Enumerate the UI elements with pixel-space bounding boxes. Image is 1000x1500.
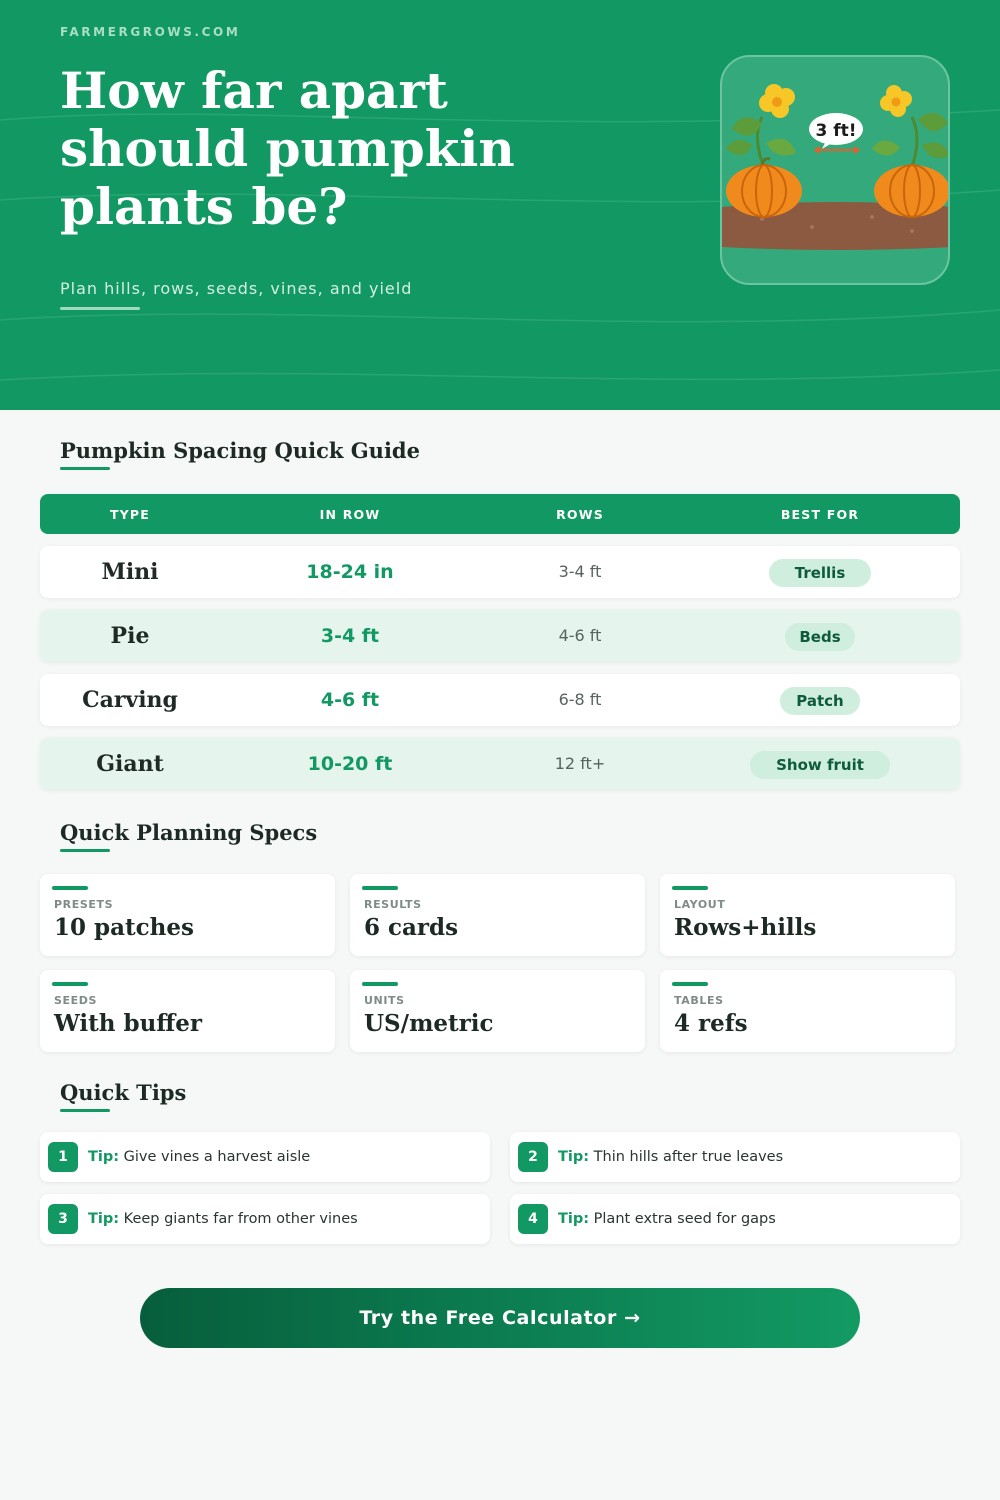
spec-accent-bar [52,982,88,986]
tip-body: Thin hills after true leaves [593,1149,784,1165]
spec-card [350,970,645,1052]
tip-card [510,1194,960,1244]
pumpkin-spacing-icon [720,55,950,285]
tip-card [510,1132,960,1182]
cell-rows: 3-4 ft [558,562,602,581]
spec-label: SEEDS [54,994,98,1007]
cell-rows: 4-6 ft [558,626,602,645]
specs-title: Quick Planning Specs [60,820,318,845]
tip-prefix: Tip: [558,1211,590,1227]
spec-accent-bar [362,886,398,890]
spec-card [660,874,955,956]
try-calculator-button[interactable]: Try the Free Calculator → [140,1288,860,1348]
spec-label: RESULTS [364,898,422,911]
spec-label: PRESETS [54,898,114,911]
table-row [40,674,960,726]
tip-number-badge: 4 [518,1204,548,1234]
table-row [40,546,960,598]
spec-accent-bar [362,982,398,986]
page-title: How far apart should pumpkin plants be? [60,61,515,236]
specs-title-underline [60,849,110,852]
spec-accent-bar [672,886,708,890]
tip-text [88,1194,358,1244]
table-row [40,738,960,790]
tip-prefix: Tip: [88,1211,120,1227]
spec-value: US/metric [364,1010,494,1037]
tip-prefix: Tip: [88,1149,120,1165]
page-subtitle: Plan hills, rows, seeds, vines, and yield [60,279,413,298]
best-for-badge: Show fruit [750,751,890,779]
spec-label: UNITS [364,994,405,1007]
spec-value: 4 refs [674,1010,748,1037]
spec-card [350,874,645,956]
cell-in-row: 4-6 ft [320,689,380,711]
tip-body: Keep giants far from other vines [123,1211,358,1227]
cell-rows: 12 ft+ [554,754,606,773]
best-for-badge: Patch [780,687,859,715]
guide-title-underline [60,467,110,470]
cell-in-row: 10-20 ft [307,753,393,775]
speech-bubble-icon [809,113,863,149]
tip-card [40,1132,490,1182]
right-pumpkin-plant-icon [872,85,950,217]
cell-type: Mini [101,559,159,585]
spec-label: LAYOUT [674,898,726,911]
cell-type: Carving [82,687,178,713]
tip-number-badge: 1 [48,1142,78,1172]
spec-accent-bar [52,886,88,890]
hero-banner [0,0,1000,410]
tip-card [40,1194,490,1244]
tip-prefix: Tip: [558,1149,590,1165]
tip-text [558,1132,783,1182]
tips-title-underline [60,1109,110,1112]
spec-accent-bar [672,982,708,986]
tips-title: Quick Tips [60,1080,187,1105]
column-header-in-row: IN ROW [319,507,381,522]
best-for-badge: Trellis [769,559,872,587]
cell-rows: 6-8 ft [558,690,602,709]
tip-number-badge: 2 [518,1142,548,1172]
spec-label: TABLES [674,994,724,1007]
column-header-type: TYPE [109,507,151,522]
guide-title: Pumpkin Spacing Quick Guide [60,438,420,463]
cell-in-row: 3-4 ft [320,625,380,647]
cell-type: Giant [96,751,164,777]
column-header-best-for: BEST FOR [780,507,860,522]
svg-text:3 ft!: 3 ft! [815,121,857,141]
tip-text [558,1194,776,1244]
column-header-rows: ROWS [556,507,604,522]
cell-in-row: 18-24 in [306,561,394,583]
tip-body: Give vines a harvest aisle [123,1149,311,1165]
best-for-badge: Beds [785,623,854,651]
spec-card [40,970,335,1052]
cell-type: Pie [110,623,150,649]
spec-value: 10 patches [54,914,194,941]
left-pumpkin-plant-icon [726,84,802,217]
table-header [40,494,960,534]
tip-number-badge: 3 [48,1204,78,1234]
subtitle-underline [60,307,140,310]
table-row [40,610,960,662]
spec-value: Rows+hills [674,914,817,941]
distance-arrow-icon [814,146,860,154]
spec-value: 6 cards [364,914,459,941]
spec-card [660,970,955,1052]
site-name: FARMERGROWS.COM [60,25,241,39]
tip-body: Plant extra seed for gaps [593,1211,776,1227]
spec-value: With buffer [54,1010,202,1037]
tip-text [88,1132,310,1182]
spec-card [40,874,335,956]
